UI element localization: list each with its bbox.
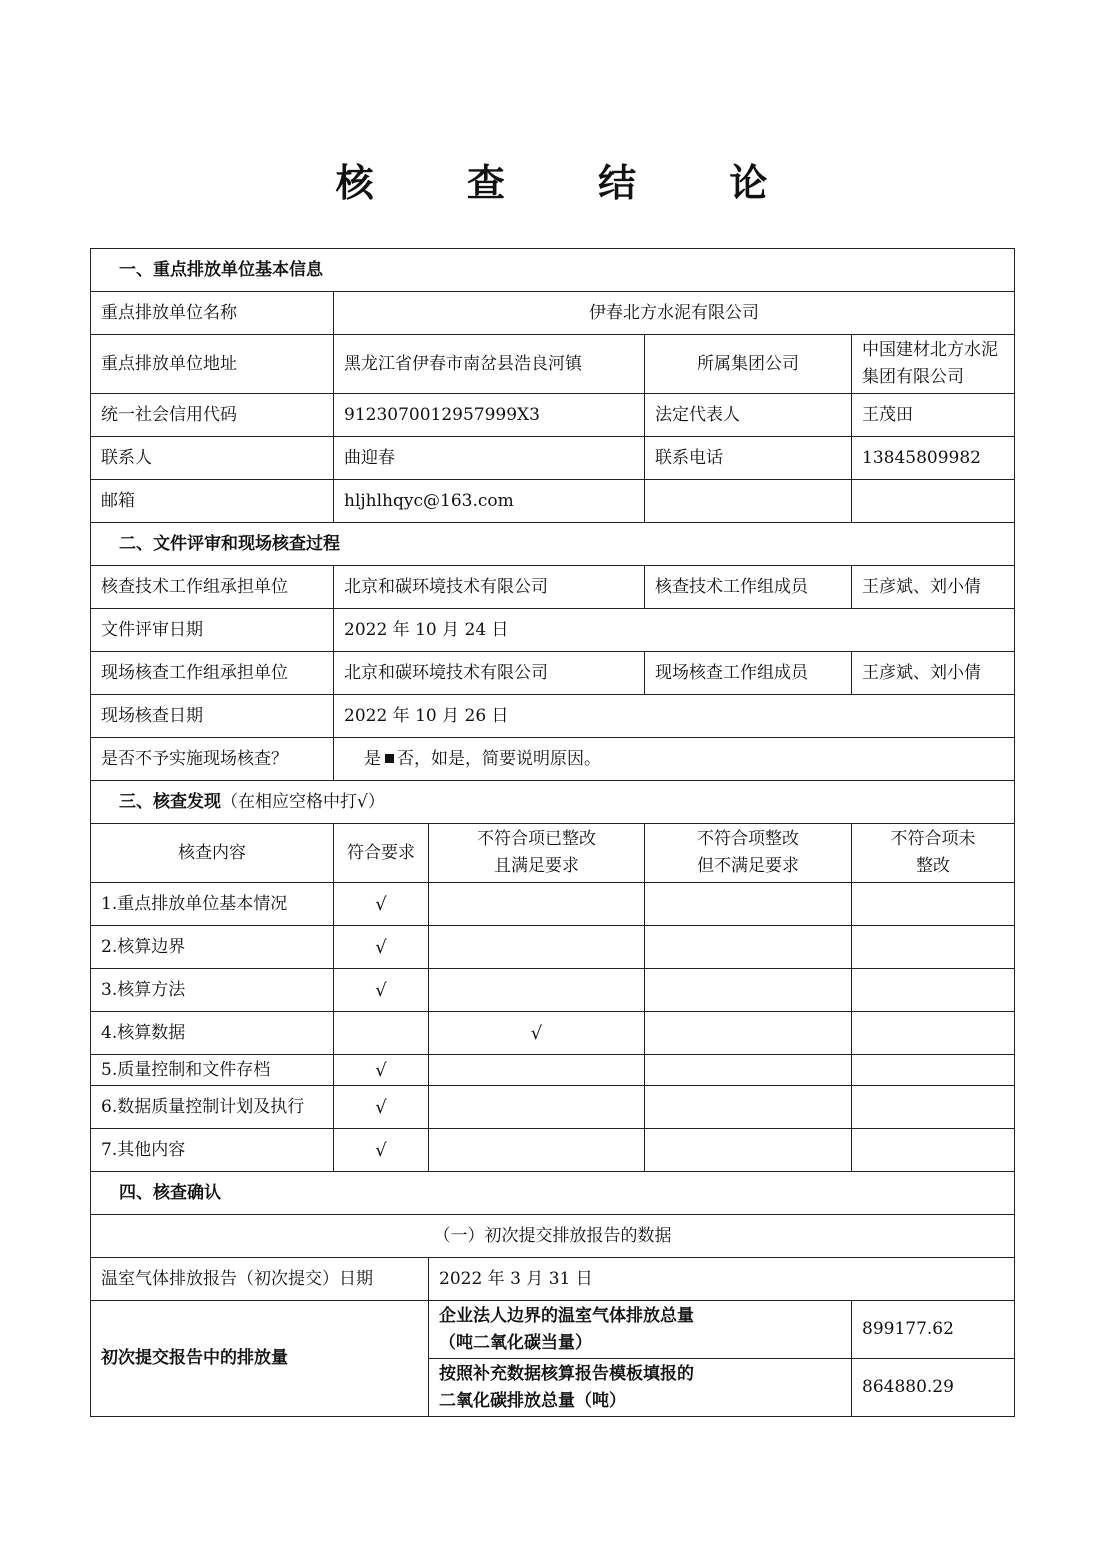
field-value: 中国建材北方水泥集团有限公司 [852,335,1015,394]
field-value: 黑龙江省伊春市南岔县浩良河镇 [334,335,645,394]
check-item: 7.其他内容 [91,1129,334,1172]
check-mark [645,1012,852,1055]
column-header-line: 但不满足要求 [697,856,799,876]
check-mark: √ [429,1012,645,1055]
check-mark: √ [334,1055,429,1086]
check-item: 5.质量控制和文件存档 [91,1055,334,1086]
column-header-line: 整改 [916,856,951,876]
check-item: 2.核算边界 [91,926,334,969]
field-label: 核查技术工作组成员 [645,566,852,609]
field-value: 864880.29 [852,1359,1015,1417]
field-label [429,1301,852,1359]
check-mark: √ [334,926,429,969]
check-mark [645,1055,852,1086]
table-row [91,926,1015,969]
emission-label: 初次提交报告中的排放量 [91,1301,429,1417]
field-value: 王茂田 [852,394,1015,437]
column-header [429,824,645,883]
column-header [645,824,852,883]
check-mark [429,1086,645,1129]
answer-rest: 否，如是，简要说明原因。 [397,748,601,769]
check-mark: √ [334,969,429,1012]
field-value [334,738,1015,781]
check-mark: √ [334,883,429,926]
column-header: 核查内容 [91,824,334,883]
field-label: 是否不予实施现场核查？ [91,738,334,781]
check-mark: √ [334,1129,429,1172]
field-label-line: 按照补充数据核算报告模板填报的 [439,1363,694,1384]
section-heading-note: （在相应空格中打√） [221,791,385,812]
check-mark [852,883,1015,926]
sub-heading: （一）初次提交排放报告的数据 [91,1215,1015,1258]
check-mark [645,926,852,969]
check-mark [852,1055,1015,1086]
field-value: 伊春北方水泥有限公司 [334,292,1015,335]
field-value: 王彦斌、刘小倩 [852,566,1015,609]
field-label: 统一社会信用代码 [91,394,334,437]
field-label: 现场核查工作组成员 [645,652,852,695]
field-value: 2022 年 10 月 26 日 [334,695,1015,738]
field-label: 温室气体排放报告（初次提交）日期 [91,1258,429,1301]
check-mark [429,883,645,926]
section-heading-text: 三、核查发现 [119,791,221,812]
table-row [91,969,1015,1012]
check-mark [645,1086,852,1129]
field-value: 9123070012957999X3 [334,394,645,437]
check-mark [852,1012,1015,1055]
field-label-line: （吨二氧化碳当量） [439,1332,592,1353]
check-item: 1.重点排放单位基本情况 [91,883,334,926]
check-mark: √ [334,1086,429,1129]
column-header-line: 且满足要求 [494,856,579,876]
field-label-line: 企业法人边界的温室气体排放总量 [439,1305,694,1326]
check-item: 4.核算数据 [91,1012,334,1055]
section-heading [91,781,1015,824]
check-mark [429,1129,645,1172]
check-item: 3.核算方法 [91,969,334,1012]
field-value: 北京和碳环境技术有限公司 [334,566,645,609]
field-label: 现场核查工作组承担单位 [91,652,334,695]
check-mark [645,883,852,926]
check-mark [645,1129,852,1172]
check-mark [852,969,1015,1012]
empty-cell [645,480,852,523]
field-value: 899177.62 [852,1301,1015,1359]
field-label: 联系人 [91,437,334,480]
field-label [429,1359,852,1417]
section-heading: 二、文件评审和现场核查过程 [91,523,1015,566]
field-value: 2022 年 10 月 24 日 [334,609,1015,652]
field-label: 现场核查日期 [91,695,334,738]
column-header-line: 不符合项整改 [697,829,799,849]
check-mark [852,1086,1015,1129]
table-row [91,1012,1015,1055]
check-mark [429,969,645,1012]
check-mark [852,1129,1015,1172]
field-label: 法定代表人 [645,394,852,437]
table-row [91,883,1015,926]
field-value: hljhlhqyc@163.com [334,480,645,523]
section-heading: 四、核查确认 [91,1172,1015,1215]
table-row [91,1129,1015,1172]
field-label: 文件评审日期 [91,609,334,652]
section-heading: 一、重点排放单位基本信息 [91,249,1015,292]
field-value: 北京和碳环境技术有限公司 [334,652,645,695]
table-row [91,1086,1015,1129]
field-value: 曲迎春 [334,437,645,480]
field-label: 联系电话 [645,437,852,480]
check-mark [429,1055,645,1086]
empty-cell [852,480,1015,523]
answer-yes: 是 [364,748,381,769]
check-mark [852,926,1015,969]
column-header: 符合要求 [334,824,429,883]
field-label: 重点排放单位名称 [91,292,334,335]
check-mark [645,969,852,1012]
verification-conclusion-table [90,248,1015,1417]
check-item: 6.数据质量控制计划及执行 [91,1086,334,1129]
check-mark [334,1012,429,1055]
field-value: 13845809982 [852,437,1015,480]
column-header-line: 不符合项已整改 [477,829,596,849]
field-label: 核查技术工作组承担单位 [91,566,334,609]
page-title: 核 查 结 论 [335,160,808,205]
check-mark [429,926,645,969]
field-value: 王彦斌、刘小倩 [852,652,1015,695]
field-label-line: 二氧化碳排放总量（吨） [439,1390,626,1411]
table-row [91,1055,1015,1086]
checkbox-checked-icon [385,754,394,763]
field-label: 所属集团公司 [645,335,852,394]
field-label: 重点排放单位地址 [91,335,334,394]
field-label: 邮箱 [91,480,334,523]
column-header-line: 不符合项未 [890,829,976,849]
column-header [852,824,1015,883]
field-value: 2022 年 3 月 31 日 [429,1258,1015,1301]
